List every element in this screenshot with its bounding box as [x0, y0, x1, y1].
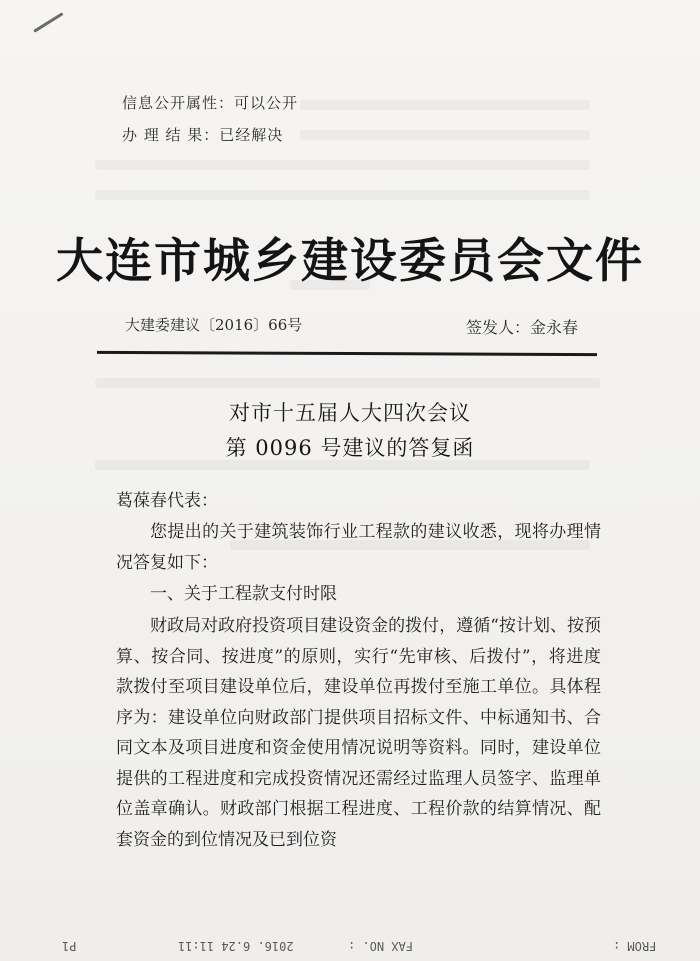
signer: 签发人：金永春 [466, 318, 579, 337]
fax-number-label: FAX NO. : [348, 939, 414, 953]
bleed-through-mark [300, 130, 590, 140]
organization-title: 大连市城乡建设委员会文件 [56, 234, 644, 289]
document-heading-line2: 第 0096 号建议的答复函 [225, 436, 475, 460]
fax-page-number: P1 [62, 939, 77, 953]
paragraph-intro: 您提出的关于建筑装饰行业工程款的建议收悉，现将办理情况答复如下： [116, 522, 601, 573]
bleed-through-mark [95, 190, 590, 200]
disclosure-attribute: 信息公开属性：可以公开 [122, 94, 299, 112]
section-heading: 一、关于工程款支付时限 [150, 584, 337, 604]
paragraph-payment-process: 财政局对政府投资项目建设资金的拨付，遵循“按计划、按预算、按合同、按进度”的原则，实行“先审核、后拨付”，将进度款拨付至项目建设单位后，建设单位再拨付至施工单位。具体程序为：建设单位向财政部门提供项目招标文件、中标通知书、合同文本及项目进度和资金使用情况说明等资料。同时，建设单位提供的工程进度和完成投资情况还需经过监理人员签字、监理单位盖章确认。财政部门根据工程进度、工程价款的结算情况、配套资金的到位情况及已到位资 [116, 616, 601, 850]
header-divider [97, 351, 597, 356]
document-heading-line1: 对市十五届人大四次会议 [229, 401, 471, 425]
fax-from-label: FROM : [613, 939, 657, 953]
document-number: 大建委建议〔2016〕66号 [125, 316, 303, 334]
pen-stroke-mark [33, 12, 63, 33]
bleed-through-mark [300, 100, 590, 110]
handling-result: 办 理 结 果：已经解决 [122, 126, 284, 144]
fax-timestamp: 2016. 6.24 11:11 [178, 939, 294, 953]
salutation: 葛葆春代表： [116, 491, 218, 511]
bleed-through-mark [95, 378, 600, 388]
bleed-through-mark [95, 160, 590, 170]
